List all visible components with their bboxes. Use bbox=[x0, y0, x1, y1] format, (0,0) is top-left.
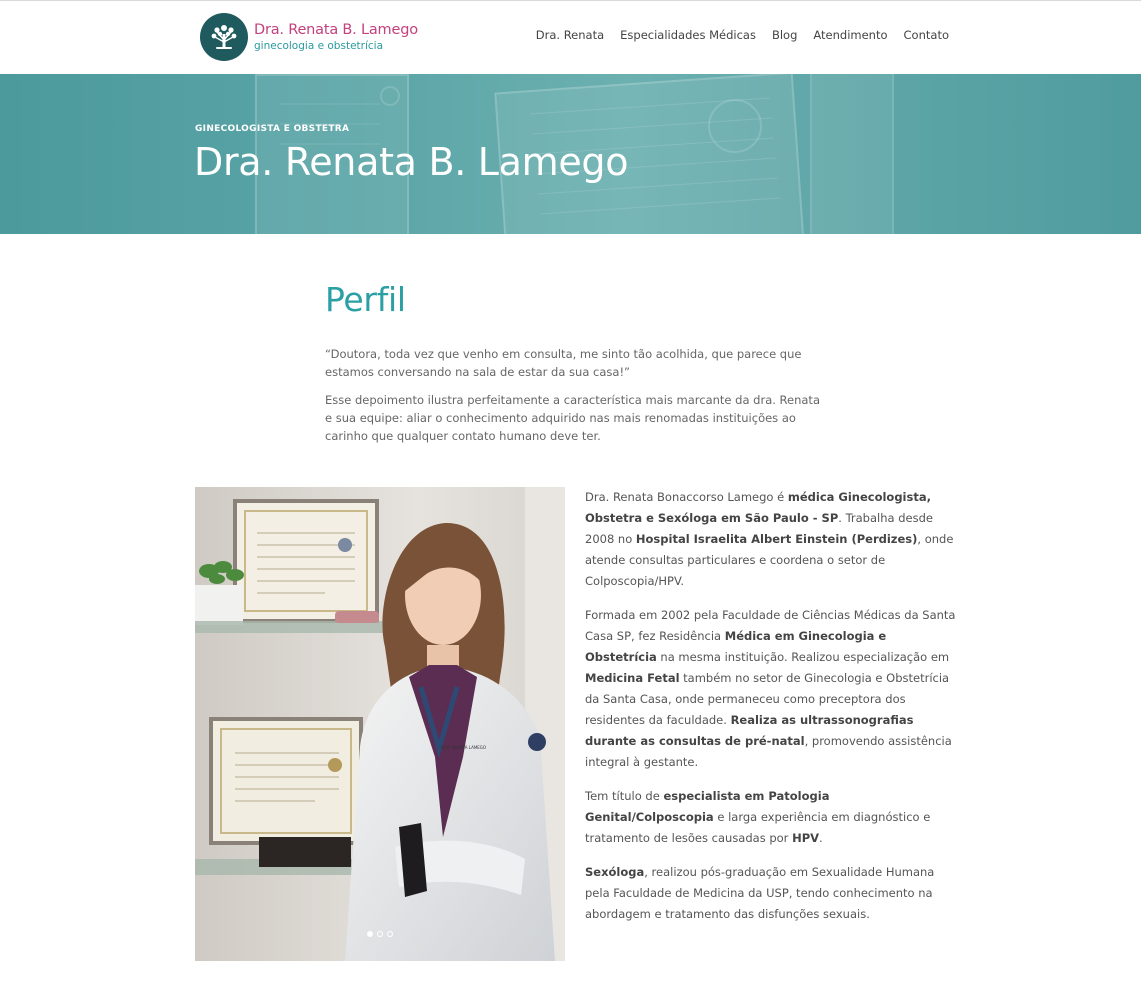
bio-text: , promovendo assistência integral à gestante. bbox=[585, 734, 952, 769]
site-logo[interactable] bbox=[200, 13, 418, 61]
logo-name: Dra. Renata B. Lamego bbox=[254, 22, 418, 38]
nav-item-dra-renata[interactable]: Dra. Renata bbox=[535, 28, 605, 42]
bio-highlight: Realiza as ultrassonografias durante as consultas de pré-natal bbox=[585, 713, 914, 748]
hero-eyebrow: GINECOLOGISTA E OBSTETRA bbox=[195, 124, 350, 134]
bio-paragraph-3 bbox=[585, 786, 960, 849]
site-header bbox=[0, 1, 1141, 74]
bio-text: na mesma instituição. Realizou especialização em bbox=[656, 650, 950, 664]
bio-highlight: especialista em Patologia Genital/Colposcopia bbox=[585, 789, 830, 824]
bio-text: Tem título de bbox=[585, 789, 664, 803]
slider-dots bbox=[195, 931, 565, 937]
bio-paragraph-1 bbox=[585, 487, 960, 592]
bio-highlight: médica Ginecologista, Obstetra e Sexóloga em São Paulo - SP bbox=[585, 490, 931, 525]
bio-paragraph-2 bbox=[585, 605, 960, 773]
bio-text: e larga experiência em diagnóstico e tratamento de lesões causadas por bbox=[585, 810, 931, 845]
bio-highlight: HPV bbox=[792, 831, 820, 845]
hero-banner bbox=[0, 74, 1141, 234]
doctor-photo-slider[interactable] bbox=[195, 487, 565, 961]
nav-item-blog[interactable]: Blog bbox=[771, 28, 798, 42]
slider-dot-2[interactable] bbox=[377, 931, 383, 937]
bio-text: Formada em 2002 pela Faculdade de Ciências Médicas da Santa Casa SP, fez Residência bbox=[585, 608, 956, 643]
bio-section bbox=[585, 487, 960, 938]
doctor-photo bbox=[195, 487, 565, 961]
testimonial-quote: “Doutora, toda vez que venho em consulta, me sinto tão acolhida, que parece que estamos conversando na sala de estar da sua casa!” bbox=[325, 347, 802, 379]
bio-text: . Trabalha desde 2008 no bbox=[585, 511, 933, 546]
coat-label: DRA. RENATA LAMEGO bbox=[441, 745, 487, 750]
nav-item-contato[interactable]: Contato bbox=[903, 28, 949, 42]
bio-highlight: Sexóloga bbox=[585, 865, 645, 879]
hero-title: Dra. Renata B. Lamego bbox=[194, 140, 629, 184]
bio-text: . bbox=[819, 831, 823, 845]
bio-text: também no setor de Ginecologia e Obstetrícia da Santa Casa, onde permaneceu como preceptora dos residentes da faculdade. bbox=[585, 671, 950, 727]
profile-heading: Perfil bbox=[325, 280, 406, 319]
bio-highlight: Hospital Israelita Albert Einstein (Perdizes) bbox=[635, 532, 918, 546]
bio-text: , onde atende consultas particulares e coordena o setor de Colposcopia/HPV. bbox=[585, 532, 954, 588]
slider-dot-3[interactable] bbox=[387, 931, 393, 937]
bio-highlight: Medicina Fetal bbox=[585, 671, 680, 685]
bio-highlight: Médica em Ginecologia e Obstetrícia bbox=[585, 629, 887, 664]
bio-text: Dra. Renata Bonaccorso Lamego é bbox=[585, 490, 788, 504]
nav-item-atendimento[interactable]: Atendimento bbox=[813, 28, 888, 42]
main-nav bbox=[536, 28, 949, 42]
tree-icon bbox=[200, 13, 248, 61]
slider-dot-1[interactable] bbox=[367, 931, 373, 937]
profile-intro: Esse depoimento ilustra perfeitamente a característica mais marcante da dra. Renata e sua equipe: aliar o conhecimento adquirido nas mais renomadas instituições ao carinho que qualquer contato humano deve ter. bbox=[325, 393, 820, 443]
nav-item-especialidades[interactable]: Especialidades Médicas bbox=[620, 28, 756, 42]
logo-subtitle: ginecologia e obstetrícia bbox=[254, 39, 383, 52]
profile-section bbox=[325, 280, 825, 445]
bio-paragraph-4 bbox=[585, 862, 960, 925]
bio-text: , realizou pós-graduação em Sexualidade Humana pela Faculdade de Medicina da USP, tendo conhecimento na abordagem e tratamento das disfunções sexuais. bbox=[585, 865, 935, 921]
